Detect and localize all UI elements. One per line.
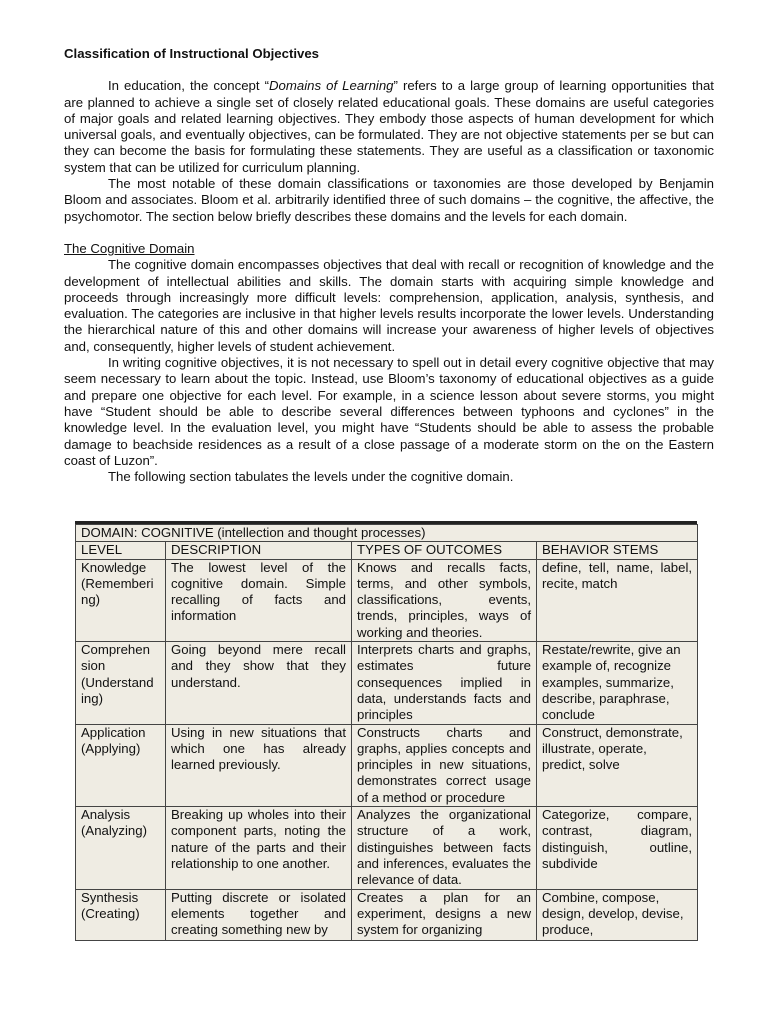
table-row	[76, 642, 698, 724]
row-description: Breaking up wholes into their component parts, noting the nature of the parts and their relationship to one another.	[166, 807, 352, 889]
document-title: Classification of Instructional Objectives	[64, 46, 320, 61]
intro-paragraph-2: The most notable of these domain classifications or taxonomies are those developed by Benjamin Bloom and associates. Bloom et al. arbitrarily identified three of such domains – the cognitive, the affective, the psychomotor. The section below briefly describes these domains and the levels for each domain.	[64, 176, 714, 224]
table-row	[76, 724, 698, 806]
row-level: Knowledge (Rememberi ng)	[76, 559, 166, 641]
row-outcomes: Creates a plan for an experiment, designs a new system for organizing	[352, 889, 537, 941]
row-stems: Categorize, compare, contrast, diagram, distinguish, outline, subdivide	[537, 807, 698, 889]
row-outcomes: Interprets charts and graphs, estimates future consequences implied in data, understands facts and principles	[352, 642, 537, 724]
table-header-row	[76, 542, 698, 559]
header-description: DESCRIPTION	[166, 542, 352, 559]
cognitive-domain-heading: The Cognitive Domain	[64, 240, 195, 256]
row-stems: Construct, demonstrate, illustrate, operate, predict, solve	[537, 724, 698, 806]
table-row	[76, 559, 698, 641]
cognitive-paragraph-1: The cognitive domain encompasses objectives that deal with recall or recognition of knowledge and the development of intellectual abilities and skills. The domain starts with acquiring simple knowledge and proceeds through increasingly more difficult levels: comprehension, application, analysis, synthesis, and evaluation. The categories are inclusive in that higher levels results incorporate the lower levels. Understanding the hierarchical nature of this and other domains will increase your awareness of higher levels of objectives and, consequently, higher levels of student achievement.	[64, 257, 714, 354]
row-description: Putting discrete or isolated elements together and creating something new by	[166, 889, 352, 941]
row-description: Using in new situations that which one has already learned previously.	[166, 724, 352, 806]
table-row	[76, 889, 698, 941]
cognitive-domain-table-wrapper	[75, 521, 697, 941]
row-level: Synthesis (Creating)	[76, 889, 166, 941]
intro-p1-rest: ” refers to a large group of learning opportunities that are planned to achieve a single set of closely related educational goals. These domains are useful categories of major goals and related learning objectives. They embody those aspects of human development for which universal goals, and eventually objectives, can be formulated. They are not objective statements per se but can they can become the basis for formulating these statements. They are useful as a classification or taxonomic system that can be utilized for curriculum planning.	[64, 78, 714, 175]
row-description: The lowest level of the cognitive domain. Simple recalling of facts and information	[166, 559, 352, 641]
row-stems: Combine, compose, design, develop, devise, produce,	[537, 889, 698, 941]
row-outcomes: Analyzes the organizational structure of a work, distinguishes between facts and inferences, evaluates the relevance of data.	[352, 807, 537, 889]
domains-of-learning-term: Domains of Learning	[269, 78, 394, 94]
header-behavior-stems: BEHAVIOR STEMS	[537, 542, 698, 559]
cognitive-paragraph-3: The following section tabulates the levels under the cognitive domain.	[108, 469, 514, 485]
intro-p1-start: In education, the concept “	[108, 78, 270, 94]
row-level: Analysis (Analyzing)	[76, 807, 166, 889]
row-stems: Restate/rewrite, give an example of, recognize examples, summarize, describe, paraphrase, conclude	[537, 642, 698, 724]
row-outcomes: Knows and recalls facts, terms, and other symbols, classifications, events, trends, principles, ways of working and theories.	[352, 559, 537, 641]
cognitive-paragraph-2: In writing cognitive objectives, it is not necessary to spell out in detail every cognitive objective that may seem necessary to learn about the topic. Instead, use Bloom’s taxonomy of educational objectives as a guide and prepare one objective for each level. For example, in a science lesson about severe storms, you might have “Student should be able to describe several differences between typhoons and cyclones” in the knowledge level. In the evaluation level, you might have “Students should be able to assess the probable damage to beachside residences as a result of a close passage of a moderate storm on the on the Eastern coast of Luzon”.	[64, 355, 714, 468]
table-row	[76, 807, 698, 889]
row-level: Comprehen sion (Understand ing)	[76, 642, 166, 724]
row-description: Going beyond mere recall and they show that they understand.	[166, 642, 352, 724]
cognitive-domain-table	[75, 524, 698, 941]
header-level: LEVEL	[76, 542, 166, 559]
header-types-of-outcomes: TYPES OF OUTCOMES	[352, 542, 537, 559]
intro-paragraph-1	[64, 78, 714, 176]
table-domain-row	[76, 525, 698, 542]
row-stems: define, tell, name, label, recite, match	[537, 559, 698, 641]
row-outcomes: Constructs charts and graphs, applies concepts and principles in new situations, demonstrates correct usage of a method or procedure	[352, 724, 537, 806]
table-domain-title: DOMAIN: COGNITIVE (intellection and thought processes)	[76, 525, 698, 542]
document-body	[64, 46, 714, 485]
row-level: Application (Applying)	[76, 724, 166, 806]
